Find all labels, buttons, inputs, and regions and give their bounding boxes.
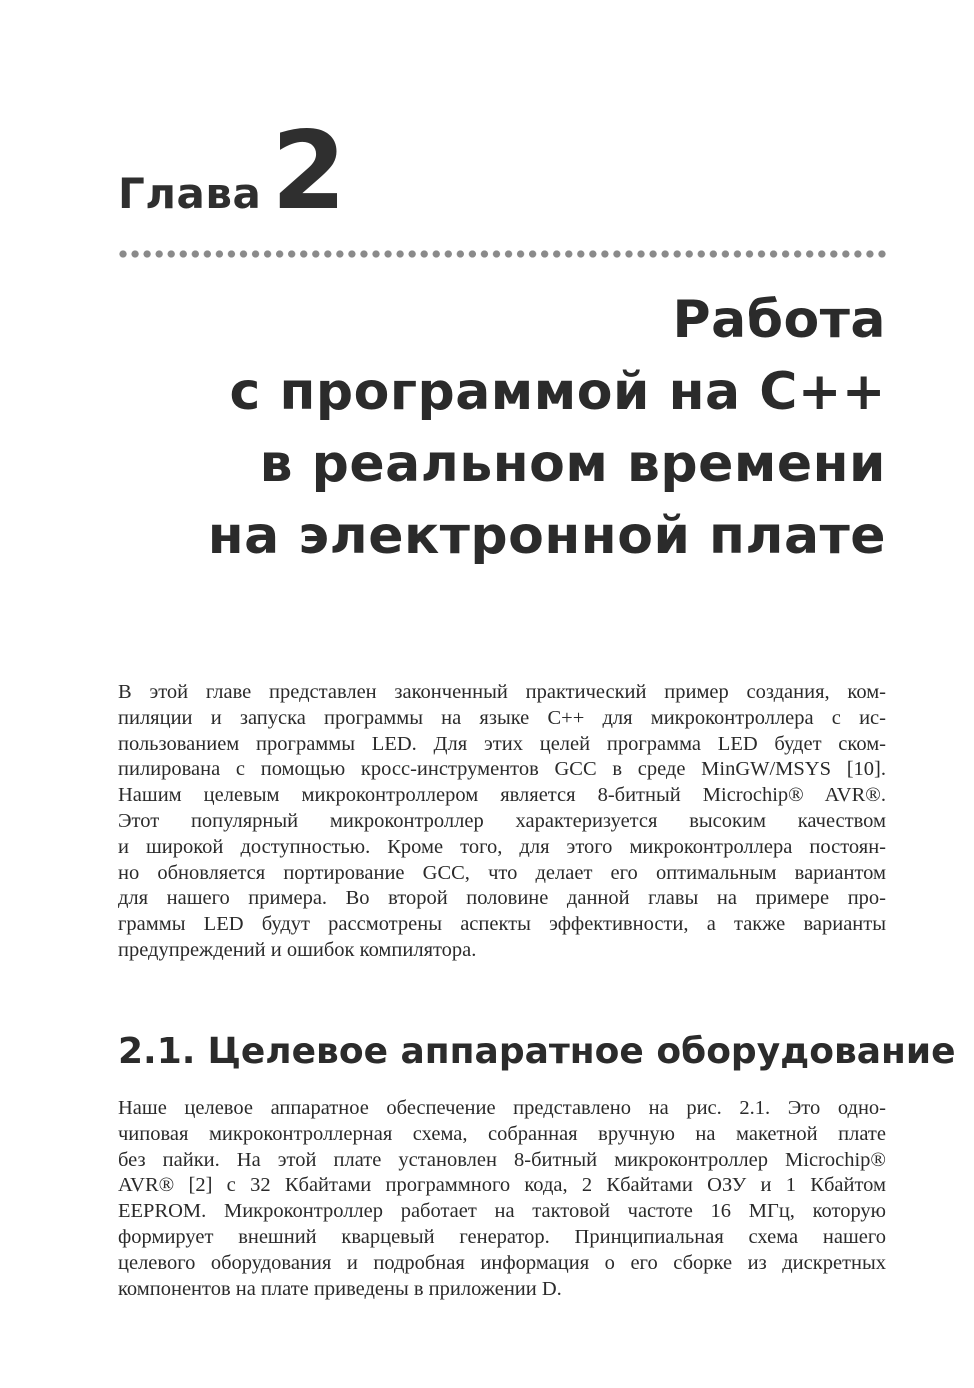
text-line: Этот популярный микроконтроллер характеризуется высоким качеством xyxy=(118,809,886,832)
text-line: предупреждений и ошибок компилятора. xyxy=(118,938,477,961)
section-number: 2.1. xyxy=(118,1031,196,1072)
text-line: целевого оборудования и подробная информация о его сборке из дискретных xyxy=(118,1251,886,1274)
text-line: EEPROM. Микроконтроллер работает на тактовой частоте 16 МГц, которую xyxy=(118,1200,886,1223)
text-line: пиляции и запуска программы на языке C++ для микроконтроллера с ис- xyxy=(118,706,886,729)
text-line: без пайки. На этой плате установлен 8-битный микроконтроллер Microchip® xyxy=(118,1148,886,1171)
intro-paragraph xyxy=(118,680,886,964)
text-line: и широкой доступностью. Кроме того, для этого микроконтроллера постоян- xyxy=(118,835,886,858)
section-heading xyxy=(118,1026,956,1078)
text-line: пользованием программы LED. Для этих целей программа LED будет ском- xyxy=(118,732,886,755)
text-line: компонентов на плате приведены в приложении D. xyxy=(118,1277,562,1300)
text-line: Наше целевое аппаратное обеспечение представлено на рис. 2.1. Это одно- xyxy=(118,1097,886,1119)
chapter-title-line: Работа xyxy=(672,290,886,350)
text-line: В этой главе представлен законченный практический пример создания, ком- xyxy=(118,681,886,703)
text-line: граммы LED будут рассмотрены аспекты эффективности, а также варианты xyxy=(118,913,886,936)
chapter-label xyxy=(118,109,347,234)
dotted-rule xyxy=(117,250,887,258)
chapter-title-line: на электронной плате xyxy=(207,506,886,566)
text-line: AVR® [2] с 32 Кбайтами программного кода, 2 Кбайтами ОЗУ и 1 Кбайтом xyxy=(118,1174,886,1197)
chapter-title-line: в реальном времени xyxy=(259,434,886,494)
text-line: чиповая микроконтроллерная схема, собранная вручную на макетной плате xyxy=(118,1122,886,1145)
text-line: для нашего примера. Во второй половине данной главы на примере про- xyxy=(118,887,886,910)
section-paragraph xyxy=(118,1096,886,1302)
chapter-word: Глава xyxy=(118,169,262,218)
chapter-number: 2 xyxy=(271,109,347,234)
section-title: Целевое аппаратное оборудование xyxy=(207,1031,956,1072)
text-line: пилирована с помощью кросс-инструментов GCC в среде MinGW/MSYS [10]. xyxy=(118,758,886,781)
text-line: формирует внешний кварцевый генератор. Принципиальная схема нашего xyxy=(118,1225,886,1248)
text-line: но обновляется портирование GCC, что делает его оптимальным вариантом xyxy=(118,861,886,884)
chapter-title-line: с программой на C++ xyxy=(229,362,886,422)
chapter-title xyxy=(126,284,886,572)
text-line: Нашим целевым микроконтроллером является 8-битный Microchip® AVR®. xyxy=(118,784,886,807)
